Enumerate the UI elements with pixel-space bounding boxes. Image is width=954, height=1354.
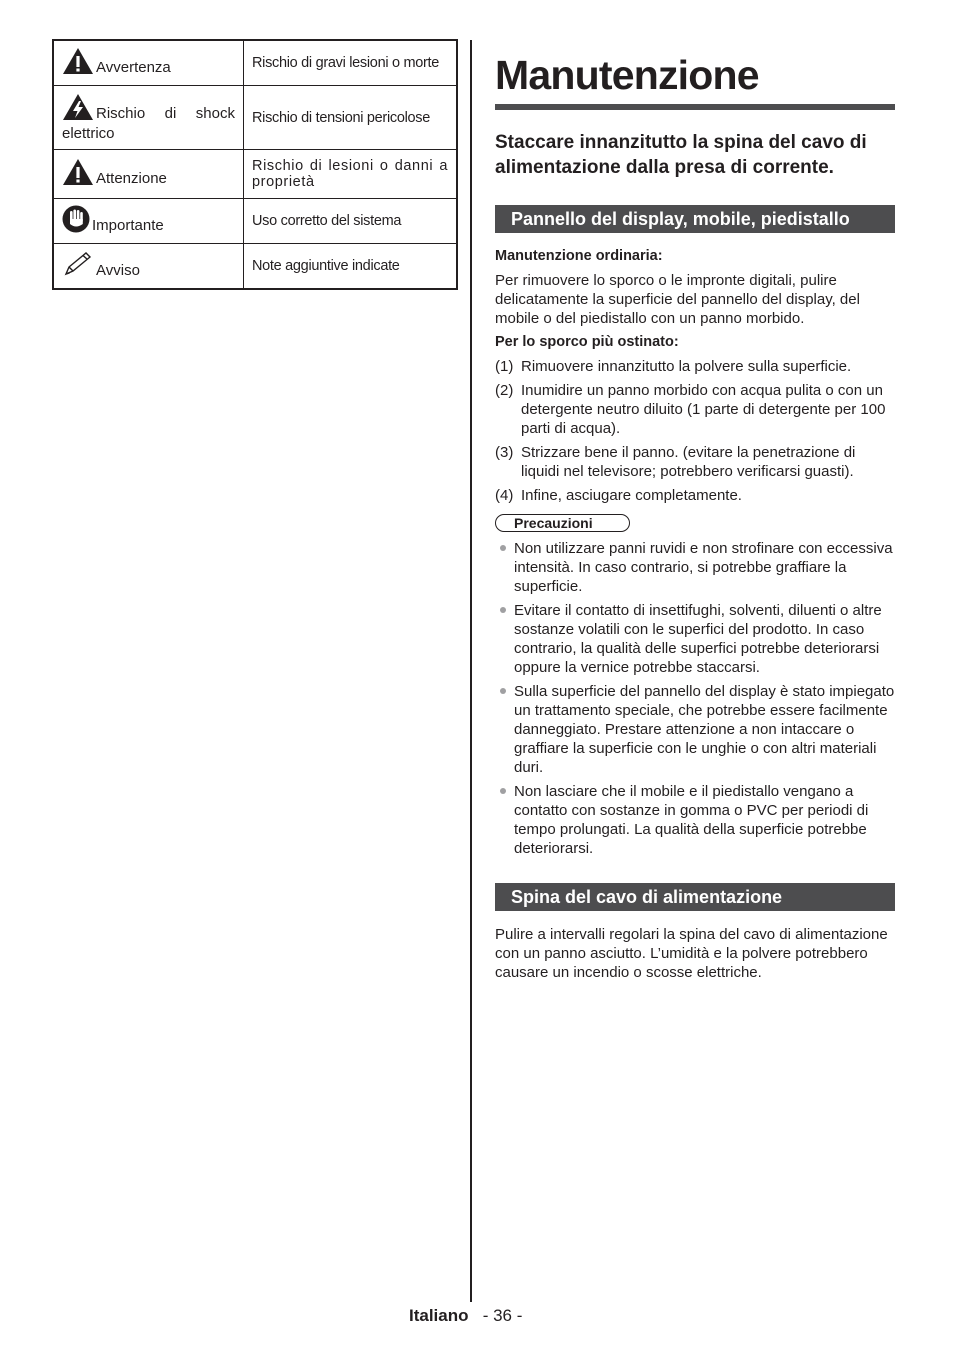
legend-row [53, 40, 457, 86]
list-item [495, 357, 895, 376]
legend-symbol-cell [53, 40, 244, 86]
step-text: Rimuovere innanzitutto la polvere sulla superficie. [521, 358, 852, 375]
legend-symbol-cell [53, 244, 244, 290]
step-number: (1) [495, 358, 514, 375]
legend-label: Importante [92, 217, 164, 234]
power-plug-text: Pulire a intervalli regolari la spina del cavo di alimentazione con un panno asciutto. L’umidità e la polvere potrebbero causare un incendio o scosse elettriche. [495, 926, 888, 981]
section-heading-power-plug: Spina del cavo di alimentazione [495, 883, 895, 911]
legend-description: Rischio di gravi lesioni o morte [244, 40, 458, 86]
page-title: Manutenzione [495, 50, 895, 110]
legend-description: Rischio di tensioni pericolose [244, 86, 458, 150]
step-text: Strizzare bene il panno. (evitare la penetrazione di liquidi nel televisore; potrebbero verificarsi guasti). [521, 444, 856, 480]
step-text: Infine, asciugare completamente. [521, 487, 742, 504]
list-item: Evitare il contatto di insettifughi, solventi, diluenti o altre sostanze volatili con le superfici del prodotto. In caso contrario, la qualità delle superfici potrebbe deteriorarsi oppure la vernice potrebbe staccarsi. [495, 601, 895, 677]
list-item [495, 381, 895, 438]
step-number: (4) [495, 487, 514, 504]
cleaning-steps-list [495, 357, 895, 505]
list-item: Sulla superficie del pannello del display è stato impiegato un trattamento speciale, che potrebbe essere facilmente danneggiato. Prestare attenzione a non intaccare o graffiare la superficie con le unghie o con altri materiali duri. [495, 682, 895, 777]
step-text: Inumidire un panno morbido con acqua pulita o con un detergente neutro diluito (1 parte di detergente per 100 parti di acqua). [521, 382, 886, 437]
list-item: Non utilizzare panni ruvidi e non strofinare con eccessiva intensità. In caso contrario, si potrebbe graffiare la superficie. [495, 539, 895, 596]
legend-label: Avvertenza [96, 59, 171, 76]
list-item [495, 486, 895, 505]
routine-maintenance-title: Manutenzione ordinaria: [495, 248, 663, 264]
intro-instruction: Staccare innanzitutto la spina del cavo di alimentazione dalla presa di corrente. [495, 132, 867, 178]
stubborn-dirt-title: Per lo sporco più ostinato: [495, 334, 679, 350]
warning-triangle-icon [62, 47, 94, 79]
symbol-legend-table [52, 39, 458, 290]
maintenance-column [495, 50, 895, 982]
precautions-label: Precauzioni [495, 514, 630, 532]
legend-label: Rischio di shock elettrico [62, 105, 235, 142]
step-number: (2) [495, 382, 514, 399]
pencil-icon [62, 250, 94, 282]
list-item [495, 443, 895, 481]
footer-language: Italiano [409, 1306, 469, 1325]
legend-label: Avviso [96, 262, 140, 279]
legend-symbol-cell [53, 150, 244, 199]
legend-row [53, 244, 457, 290]
legend-symbol-cell [53, 199, 244, 244]
legend-row [53, 150, 457, 199]
caution-triangle-icon [62, 158, 94, 190]
legend-description: Uso corretto del sistema [244, 199, 458, 244]
legend-symbol-cell [53, 86, 244, 150]
legend-label: Attenzione [96, 170, 167, 187]
list-item: Non lasciare che il mobile e il piedistallo vengano a contatto con sostanze in gomma o PVC per periodi di tempo prolungati. La qualità della superficie potrebbe deteriorarsi. [495, 782, 895, 858]
step-number: (3) [495, 444, 514, 461]
legend-description: Note aggiuntive indicate [244, 244, 458, 290]
hand-stop-icon [62, 205, 90, 237]
column-divider [470, 40, 472, 1302]
legend-description: Rischio di lesioni o danni a proprietà [244, 150, 458, 199]
section-heading-display-panel: Pannello del display, mobile, piedistallo [495, 205, 895, 233]
page-footer [409, 1306, 522, 1326]
precautions-list [495, 539, 895, 858]
legend-row [53, 199, 457, 244]
lightning-triangle-icon [62, 93, 94, 125]
routine-maintenance-text: Per rimuovere lo sporco o le impronte digitali, pulire delicatamente la superficie del pannello del display, del mobile o del piedistallo con un panno morbido. [495, 272, 860, 327]
page-number: - 36 - [482, 1306, 523, 1325]
legend-row [53, 86, 457, 150]
